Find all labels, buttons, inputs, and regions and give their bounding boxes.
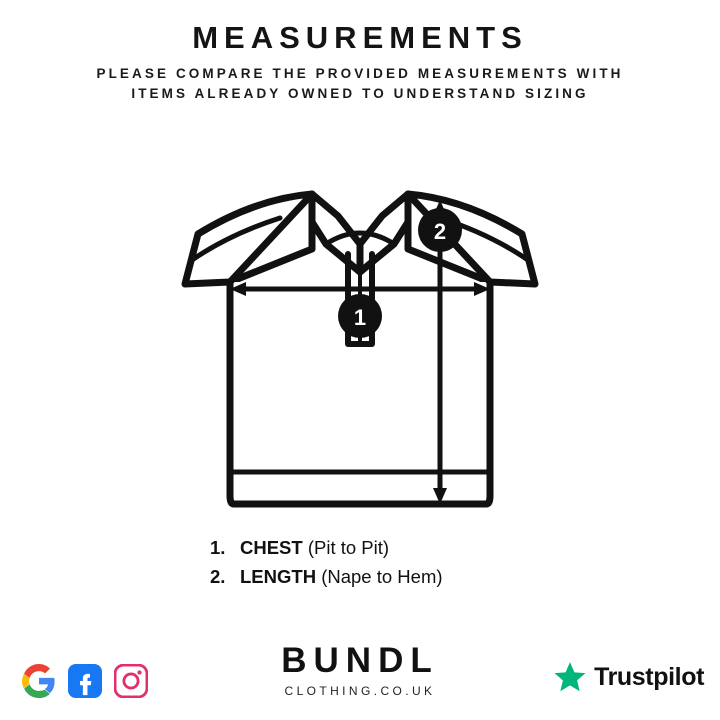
trustpilot-label: Trustpilot: [594, 662, 704, 691]
trustpilot-star-icon: [553, 660, 587, 694]
header: [0, 0, 720, 105]
marker-1-label: 1: [353, 305, 367, 330]
subtitle-line-2: ITEMS ALREADY OWNED TO UNDERSTAND SIZING: [131, 86, 589, 102]
legend-number-2: 2.: [210, 566, 226, 588]
legend-name-chest: CHEST: [240, 537, 303, 558]
legend-label-chest: [240, 533, 389, 562]
legend-detail-chest: (Pit to Pit): [307, 537, 390, 558]
legend-label-length: [240, 562, 443, 591]
legend-detail-length: (Nape to Hem): [321, 566, 443, 588]
subtitle-line-1: PLEASE COMPARE THE PROVIDED MEASUREMENTS WITH: [96, 65, 624, 81]
garment-diagram: [0, 104, 720, 524]
brand-name: BUNDL: [281, 641, 439, 680]
marker-2-label: 2: [433, 219, 447, 244]
legend-item-chest: [210, 533, 510, 562]
legend-item-length: [210, 562, 510, 591]
left-sleeve: [185, 194, 312, 284]
legend-number-1: 1.: [210, 537, 226, 558]
legend-name-length: LENGTH: [240, 566, 317, 588]
page-subtitle: [40, 64, 680, 106]
legend: [0, 533, 720, 591]
page-title: MEASUREMENTS: [192, 20, 528, 55]
polo-shirt-illustration: [80, 104, 640, 524]
brand-domain: CLOTHING.CO.UK: [284, 684, 436, 698]
footer: [0, 628, 720, 720]
trustpilot-badge[interactable]: [553, 660, 704, 694]
